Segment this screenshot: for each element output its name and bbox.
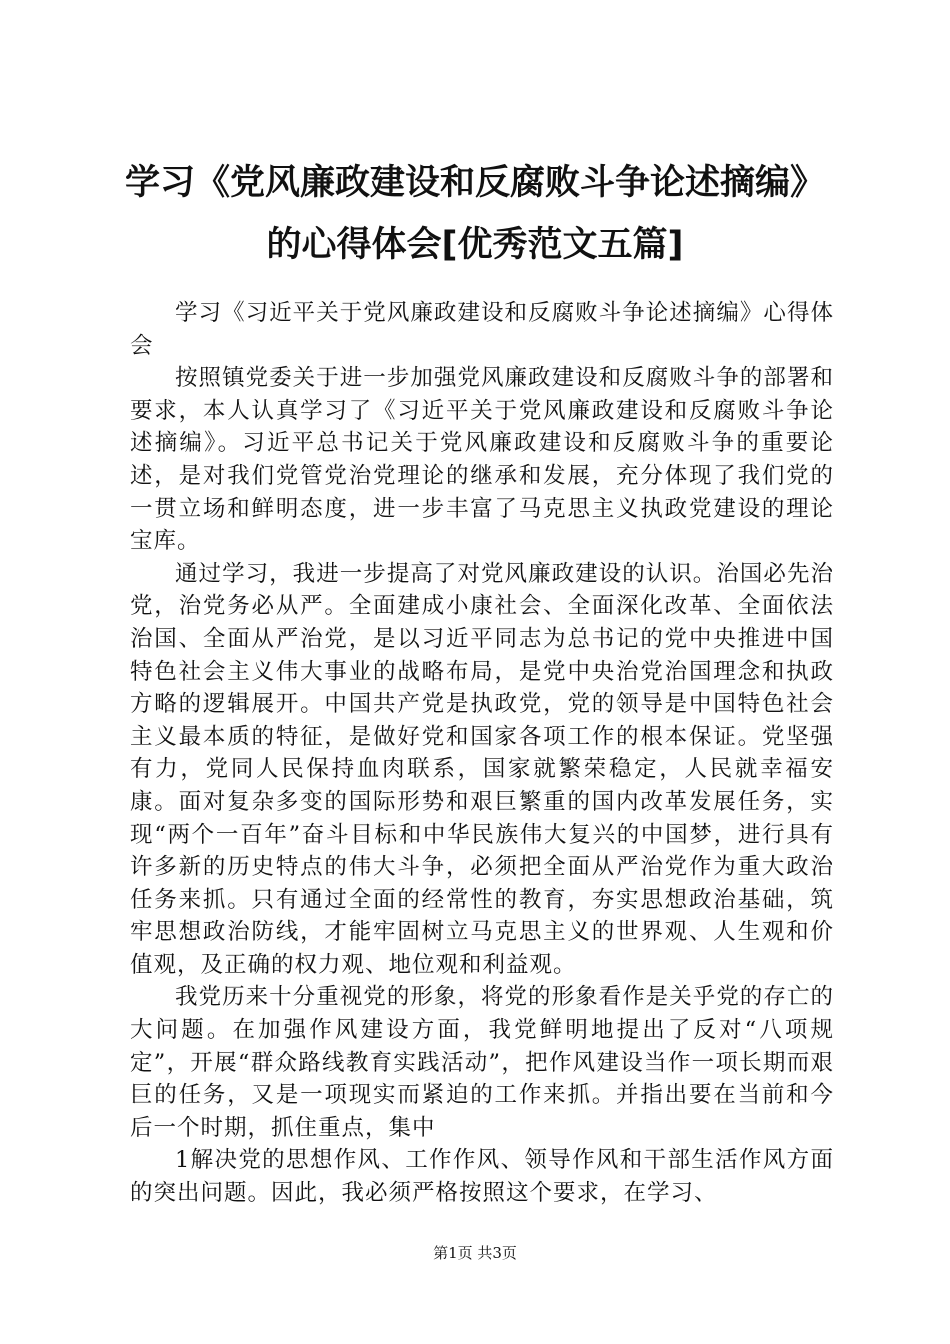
paragraph: 通过学习，我进一步提高了对党风廉政建设的认识。治国必先治党，治党务必从严。全面建成小康社会、全面深化改革、全面依法治国、全面从严治党，是以习近平同志为总书记的党中央推进中国特色社会主义伟大事业的战略布局，是党中央治党治国理念和执政方略的逻辑展开。中国共产党是执政党，党的领导是中国特色社会主义最本质的特征，是做好党和国家各项工作的根本保证。党坚强有力，党同人民保持血肉联系，国家就繁荣稳定，人民就幸福安康。面对复杂多变的国际形势和艰巨繁重的国内改革发展任务，实现“两个一百年”奋斗目标和中华民族伟大复兴的中国梦，进行具有许多新的历史特点的伟大斗争，必须把全面从严治党作为重大政治任务来抓。只有通过全面的经常性的教育，夯实思想政治基础，筑牢思想政治防线，才能牢固树立马克思主义的世界观、人生观和价值观，及正确的权力观、地位观和利益观。 [130, 560, 834, 978]
paragraph: 我党历来十分重视党的形象，将党的形象看作是关乎党的存亡的大问题。在加强作风建设方面，我党鲜明地提出了反对“八项规定”，开展“群众路线教育实践活动”，把作风建设当作一项长期而艰巨的任务，又是一项现实而紧迫的工作来抓。并指出要在当前和今后一个时期，抓住重点，集中 [130, 984, 834, 1141]
page-footer: 第1页 共3页 [433, 1244, 517, 1262]
paragraph-subtitle: 学习《习近平关于党风廉政建设和反腐败斗争论述摘编》心得体会 [130, 300, 834, 359]
document-title-line-1: 学习《党风廉政建设和反腐败斗争论述摘编》 [124, 163, 825, 203]
paragraph: 1解决党的思想作风、工作作风、领导作风和干部生活作风方面的突出问题。因此，我必须严格按照这个要求，在学习、 [130, 1147, 834, 1207]
document-title-line-2: 的心得体会[优秀范文五篇] [266, 225, 684, 265]
document-body [130, 297, 834, 1210]
paragraph: 按照镇党委关于进一步加强党风廉政建设和反腐败斗争的部署和要求，本人认真学习了《习近平关于党风廉政建设和反腐败斗争论述摘编》。习近平总书记关于党风廉政建设和反腐败斗争的重要论述，是对我们党管党治党理论的继承和发展，充分体现了我们党的一贯立场和鲜明态度，进一步丰富了马克思主义执政党建设的理论宝库。 [130, 365, 834, 555]
